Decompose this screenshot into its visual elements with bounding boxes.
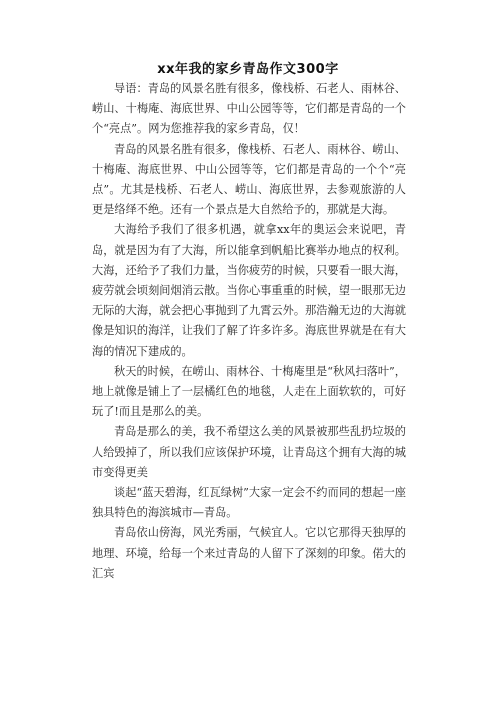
document-title: xx年我的家乡青岛作文300字 [157,62,339,77]
paragraph-autumn: 秋天的时候，在崂山、雨林谷、十梅庵里是“秋风扫落叶”，地上就像是铺上了一层橘红色的地毯，人走在上面软软的，可好玩了!而且是那么的美。 [92,364,406,419]
paragraph-mountains-sea: 青岛依山傍海，风光秀丽，气候宜人。它以它那得天独厚的地理、环境，给每一个来过青岛的人留下了深刻的印象。偌大的汇宾 [92,526,406,580]
paragraph-blue-sky: 谈起“蓝天碧海，红瓦绿树”大家一定会不约而同的想起一座独具特色的海滨城市—青岛。 [92,486,406,520]
paragraph-scenic-spots: 青岛的风景名胜有很多，像栈桥、石老人、雨林谷、崂山、十梅庵、海底世界、中山公园等等，它们都是青岛的一个个“亮点”。尤其是栈桥、石老人、崂山、海底世界，去参观旅游的人更是络绎不绝。还有一个景点是大自然给予的，那就是大海。 [92,142,406,217]
paragraph-intro: 导语：青岛的风景名胜有很多，像栈桥、石老人、雨林谷、崂山、十梅庵、海底世界、中山公园等等，它们都是青岛的一个个“亮点”。网为您推荐我的家乡青岛，仅！ [92,82,406,136]
document-body [92,79,406,584]
paragraph-protect-environment: 青岛是那么的美，我不希望这么美的风景被那些乱扔垃圾的人给毁掉了，所以我们应该保护环境，让青岛这个拥有大海的城市变得更美 [92,425,406,479]
paragraph-sea: 大海给予我们了很多机遇，就拿xx年的奥运会来说吧，青岛，就是因为有了大海，所以能拿到帆船比赛举办地点的权利。大海，还给予了我们力量，当你疲劳的时候，只要看一眼大海，疲劳就会顷刻间烟消云散。当你心事重重的时候，望一眼那无边无际的大海，就会把心事抛到了九霄云外。那浩瀚无边的大海就像是知识的海洋，让我们了解了许多许多。海底世界就是在有大海的情况下建成的。 [92,223,406,358]
